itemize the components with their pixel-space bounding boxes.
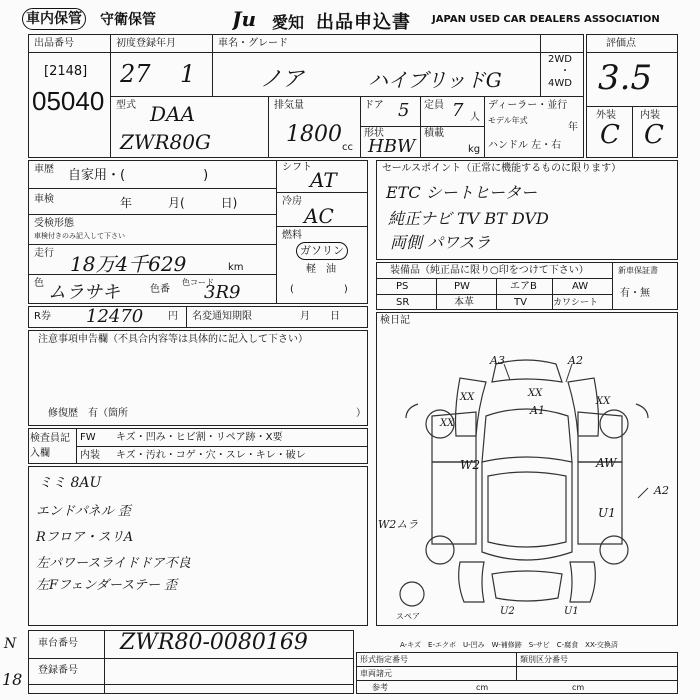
vehicle-size-label: 車両諸元 <box>360 669 392 678</box>
model-label: 車名・グレード <box>218 38 288 49</box>
displacement-unit: cc <box>342 142 353 153</box>
notes-label: 注意事項申告欄（不具合内容等は具体的に記入して下さい） <box>38 334 308 345</box>
shape-label: 形状 <box>364 128 384 139</box>
lot-number: 05040 <box>32 86 105 116</box>
model-year-label: モデル年式 <box>488 116 528 125</box>
type-label: 型式 <box>116 100 136 111</box>
mark-xx-4: XX <box>440 418 455 429</box>
equip-seat: カワシート <box>553 298 599 308</box>
color-code-value: 3R9 <box>204 282 241 303</box>
spare-label: スペア <box>396 612 420 621</box>
equip-pw: PW <box>454 281 470 292</box>
comment-2: エンドパネル 歪 <box>36 504 131 519</box>
cm-label-2: cm <box>572 683 585 692</box>
road-tax-value: 月 日 <box>300 311 340 322</box>
selling-points-label: セールスポイント（正常に機能するものに限ります） <box>382 163 622 174</box>
fuel-other: ( ) <box>290 284 348 295</box>
comment-3: Rフロア・スリA <box>36 530 134 545</box>
exterior-grade: C <box>600 120 620 150</box>
mark-xx-3: XX <box>596 396 611 407</box>
drive-2wd: 2WD <box>548 54 572 65</box>
comment-5: 左Fフェンダーステー 歪 <box>36 578 178 593</box>
mileage-label: 走行 <box>34 248 54 259</box>
mark-aw: AW <box>596 456 617 470</box>
rating-score: 3.5 <box>598 58 653 98</box>
capacity-unit: 人 <box>470 112 480 123</box>
selling-point-2: 純正ナビ TV BT DVD <box>388 209 549 228</box>
drive-4wd: 4WD <box>548 78 572 89</box>
capacity-value: 7 <box>452 100 464 121</box>
equip-ps: PS <box>396 281 409 292</box>
inspector-row2: キズ・汚れ・コゲ・穴・スレ・キレ・破レ <box>116 450 306 461</box>
mark-u1-rear: U1 <box>564 606 579 617</box>
rating-label: 評価点 <box>606 38 636 49</box>
damage-legend: A-キズ E-エクボ U-凹み W-補修跡 S-サビ C-腐食 XX-交換済 <box>400 641 618 649</box>
association-name: JAPAN USED CAR DEALERS ASSOCIATION <box>432 14 660 25</box>
equip-aw: AW <box>572 281 589 292</box>
ref-label: 参考 <box>372 683 388 692</box>
ju-logo <box>232 8 272 30</box>
mark-u2: U2 <box>500 606 515 617</box>
exterior-label: 外装 <box>596 110 616 121</box>
equip-leather: 本革 <box>454 297 474 308</box>
equip-tv: TV <box>514 297 527 308</box>
chassis-label: 車台番号 <box>38 638 78 649</box>
color-label: 色 <box>34 278 44 289</box>
mark-xx-1: XX <box>460 392 475 403</box>
insurance-value: 有・無 <box>620 288 650 299</box>
interior-grade: C <box>644 120 664 150</box>
fuel-diesel: 軽 油 <box>306 264 336 275</box>
shape-value: HBW <box>368 136 416 157</box>
mark-a2-side: A2 <box>654 484 669 497</box>
acceptance-label: 受検形態 <box>34 218 74 229</box>
color-code-label: 色コード <box>182 278 214 287</box>
equipment-label: 装備品（純正品に限り○印をつけて下さい） <box>390 265 589 276</box>
inspection-value: 年 月( 日) <box>120 196 238 210</box>
mark-a2-top: A2 <box>568 354 583 367</box>
mileage-unit: km <box>228 262 244 273</box>
comment-1: ミミ 8AU <box>38 475 102 491</box>
reg-number-label: 登録番号 <box>38 665 78 676</box>
repair-end: ） <box>356 408 366 419</box>
inspector-label: 検査員記入欄 <box>30 433 70 459</box>
road-tax-label: 名変通知期限 <box>192 311 252 322</box>
type-code: ZWR80G <box>120 130 211 154</box>
selling-point-1: ETC シートヒーター <box>386 183 538 202</box>
mark-a3: A3 <box>490 354 505 367</box>
diagram-label: 検日記 <box>380 315 410 326</box>
comment-4: 左パワースライドドア不良 <box>36 556 191 571</box>
recycle-unit: 円 <box>168 311 178 322</box>
interior-label: 内装 <box>640 110 660 121</box>
recycle-label: R券 <box>34 311 51 322</box>
doors-value: 5 <box>398 100 410 121</box>
logo-text: 愛知 <box>272 13 305 32</box>
mark-w2: W2 <box>460 458 480 472</box>
type-designation-label: 形式指定番号 <box>360 655 408 664</box>
dealer-label: ディーラー・並行 <box>488 100 568 111</box>
history-value: 自家用・( ) <box>68 168 209 183</box>
shift-value: AT <box>310 168 337 192</box>
doors-label: ドア <box>364 100 384 111</box>
fuel-label: 燃料 <box>282 230 302 241</box>
chassis-number: ZWR80-0080169 <box>120 630 308 655</box>
class-number-label: 類別区分番号 <box>520 655 568 664</box>
capacity-label: 定員 <box>424 100 444 111</box>
mileage-value: 18万4千629 <box>70 252 187 276</box>
inspector-row1: キズ・凹み・ヒビ割・リペア跡・X要 <box>116 432 283 443</box>
mark-xx-2: XX <box>528 388 543 399</box>
drive-separator: ・ <box>560 66 570 77</box>
margin-n: N <box>4 636 17 652</box>
repair-label: 修復歴 有（箇所 <box>48 408 128 419</box>
svg-text:Ju: Ju <box>232 8 257 30</box>
inspection-label: 車検 <box>34 194 54 205</box>
lot-label: 出品番号 <box>34 38 74 49</box>
load-label: 積載 <box>424 128 444 139</box>
recycle-value: 12470 <box>86 306 144 327</box>
registration-year: 27 <box>120 60 151 88</box>
inspector-row1-cat: FW <box>80 432 96 443</box>
acceptance-note: 車検付きのみ記入して下さい <box>34 232 125 240</box>
load-unit: kg <box>468 144 481 155</box>
year-unit: 年 <box>568 122 578 133</box>
stamp-guard: 守衛保管 <box>100 12 156 28</box>
ac-value: AC <box>304 204 334 228</box>
mark-u1-side: U1 <box>598 506 616 520</box>
shift-label: シフト <box>282 162 312 173</box>
registration-month: 1 <box>180 60 196 88</box>
displacement-value: 1800 <box>286 122 342 147</box>
color-num-label: 色番 <box>150 284 170 295</box>
registration-label: 初度登録年月 <box>116 38 176 49</box>
history-label: 車歴 <box>34 164 54 175</box>
displacement-label: 排気量 <box>274 100 304 111</box>
fuel-gasoline: ガソリン <box>296 242 348 260</box>
model-grade: ハイブリッドG <box>368 68 502 92</box>
margin-number: 18 <box>2 670 23 689</box>
ac-label: 冷房 <box>282 196 302 207</box>
insurance-label: 新車保証書 <box>618 266 658 275</box>
selling-point-3: 両側 パワスラ <box>390 233 491 252</box>
cm-label-1: cm <box>476 683 489 692</box>
equip-sr: SR <box>396 297 410 308</box>
stamp-mine: 車内保管 <box>22 8 86 30</box>
type-prefix: DAA <box>150 102 195 126</box>
mark-a1: A1 <box>530 404 545 417</box>
lot-sub-number: [2148] <box>44 64 88 79</box>
inspector-row2-cat: 内装 <box>80 450 100 461</box>
mark-w2-mura: W2ムラ <box>378 518 419 531</box>
form-title: 出品申込書 <box>316 12 411 33</box>
handle-label: ハンドル 左・右 <box>488 140 562 151</box>
equip-airbag: エアB <box>510 281 537 292</box>
model-name: ノア <box>260 67 305 92</box>
car-diagram <box>376 312 678 626</box>
color-value: ムラサキ <box>48 282 120 303</box>
